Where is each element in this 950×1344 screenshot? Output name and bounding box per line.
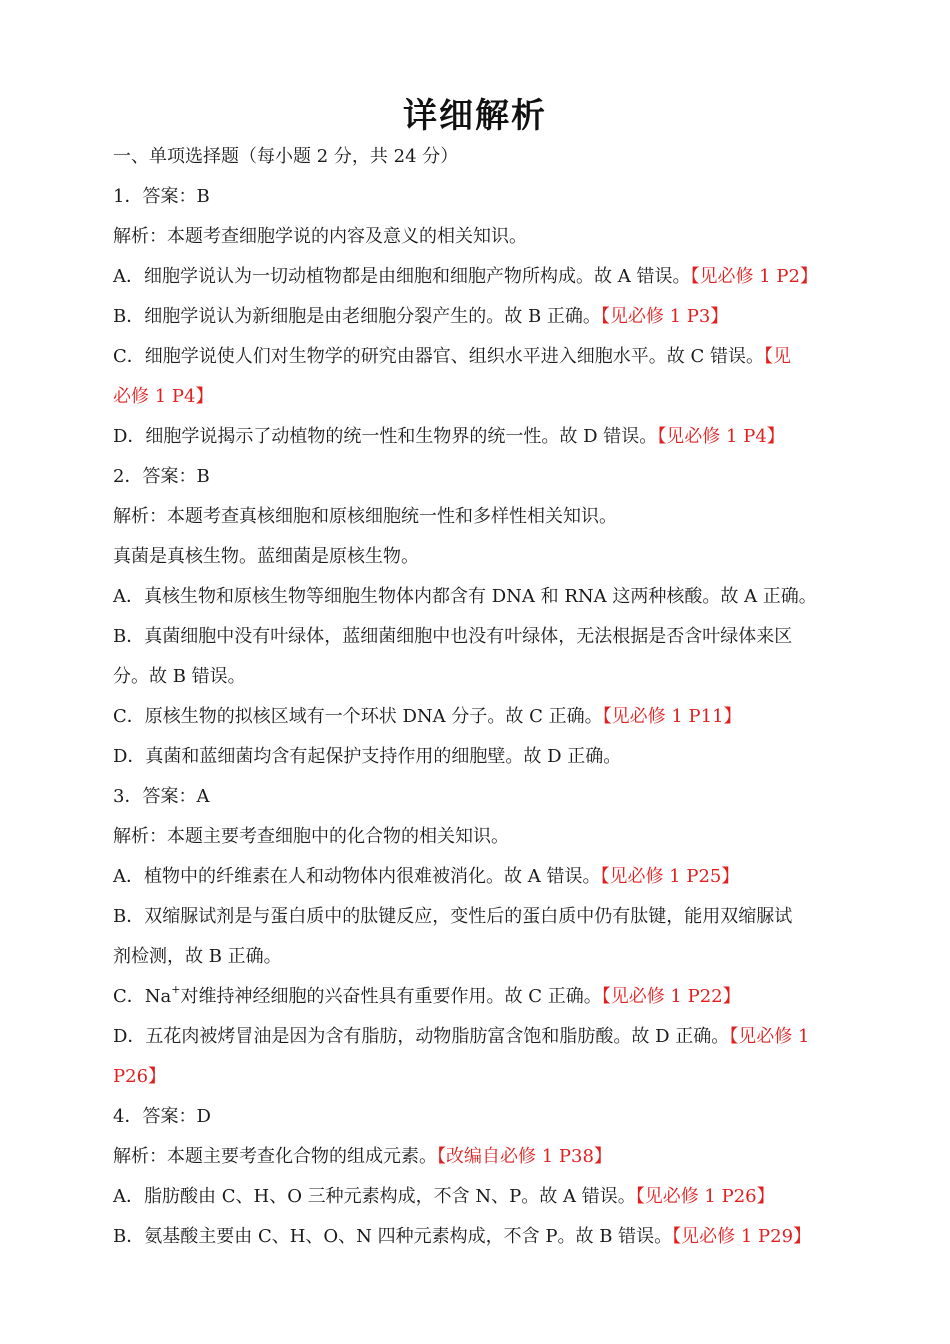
q3-c-ref: 【见必修 1 P22】 <box>601 986 741 1007</box>
q2-c-text: C．原核生物的拟核区域有一个环状 DNA 分子。故 C 正确。 <box>113 706 603 727</box>
q2-option-b-line2: 分。故 B 错误。 <box>113 666 246 687</box>
q2-option-a: A．真核生物和原核生物等细胞生物体内都含有 DNA 和 RNA 这两种核酸。故 A 正确。 <box>113 586 817 607</box>
q1-option-a <box>113 257 838 297</box>
q3-a-text: A．植物中的纤维素在人和动物体内很难被消化。故 A 错误。 <box>113 866 601 887</box>
q4-a-ref: 【见必修 1 P26】 <box>635 1186 775 1207</box>
q1-a-ref: 【见必修 1 P2】 <box>690 266 818 287</box>
q2-answer: 2．答案：B <box>113 466 210 487</box>
q4-b-text: B．氨基酸主要由 C、H、O、N 四种元素构成，不含 P。故 B 错误。 <box>113 1226 673 1247</box>
q4-analysis <box>113 1137 838 1177</box>
q4-answer: 4．答案：D <box>113 1106 211 1127</box>
q4-option-b <box>113 1217 838 1257</box>
q4-analysis-ref: 【改编自必修 1 P38】 <box>437 1146 612 1167</box>
q1-a-text: A．细胞学说认为一切动植物都是由细胞和细胞产物所构成。故 A 错误。 <box>113 266 691 287</box>
q4-analysis-text: 解析：本题主要考查化合物的组成元素。 <box>113 1146 437 1167</box>
q1-answer: 1．答案：B <box>113 186 210 207</box>
q2-option-c <box>113 697 838 737</box>
q1-c-ref-part2: 必修 1 P4】 <box>113 386 214 407</box>
q3-c-text-post: 对维持神经细胞的兴奋性具有重要作用。故 C 正确。 <box>180 986 602 1007</box>
q3-option-b-line2: 剂检测，故 B 正确。 <box>113 946 282 967</box>
q4-option-a <box>113 1177 838 1217</box>
q3-option-a <box>113 857 838 897</box>
q3-d-ref-part1: 【见必修 1 <box>729 1026 810 1047</box>
q1-option-d <box>113 417 838 457</box>
q3-option-b-line1: B．双缩脲试剂是与蛋白质中的肽键反应，变性后的蛋白质中仍有肽键，能用双缩脲试 <box>113 906 793 927</box>
q4-b-ref: 【见必修 1 P29】 <box>672 1226 812 1247</box>
q3-a-ref: 【见必修 1 P25】 <box>600 866 740 887</box>
q2-analysis: 解析：本题考查真核细胞和原核细胞统一性和多样性相关知识。 <box>113 506 617 527</box>
q3-d-text: D．五花肉被烤冒油是因为含有脂肪，动物脂肪富含饱和脂肪酸。故 D 正确。 <box>113 1026 730 1047</box>
q3-option-d <box>113 1017 838 1057</box>
q2-c-ref: 【见必修 1 P11】 <box>602 706 742 727</box>
q3-option-c <box>113 977 838 1017</box>
q3-d-ref-part2: P26】 <box>113 1066 167 1087</box>
q2-note: 真菌是真核生物。蓝细菌是原核生物。 <box>113 546 419 567</box>
page-title: 详细解析 <box>403 96 547 136</box>
q1-b-ref: 【见必修 1 P3】 <box>600 306 729 327</box>
q3-analysis: 解析：本题主要考查细胞中的化合物的相关知识。 <box>113 826 509 847</box>
q1-d-ref: 【见必修 1 P4】 <box>657 426 785 447</box>
q1-analysis: 解析：本题考查细胞学说的内容及意义的相关知识。 <box>113 226 527 247</box>
q4-a-text: A．脂肪酸由 C、H、O 三种元素构成，不含 N、P。故 A 错误。 <box>113 1186 636 1207</box>
q1-option-b <box>113 297 838 337</box>
q1-b-text: B．细胞学说认为新细胞是由老细胞分裂产生的。故 B 正确。 <box>113 306 601 327</box>
q1-d-text: D．细胞学说揭示了动植物的统一性和生物界的统一性。故 D 错误。 <box>113 426 658 447</box>
document-body <box>113 137 838 1257</box>
q2-option-b-line1: B．真菌细胞中没有叶绿体，蓝细菌细胞中也没有叶绿体，无法根据是否含叶绿体来区 <box>113 626 793 647</box>
q1-option-c <box>113 337 838 377</box>
q1-c-ref-part1: 【见 <box>764 346 791 367</box>
q3-c-text-pre: C．Na <box>113 986 172 1007</box>
section-header: 一、单项选择题（每小题 2 分，共 24 分） <box>113 146 459 167</box>
q3-answer: 3．答案：A <box>113 786 210 807</box>
q2-option-d: D．真菌和蓝细菌均含有起保护支持作用的细胞壁。故 D 正确。 <box>113 746 622 767</box>
q3-c-superscript: + <box>171 983 181 996</box>
q1-c-text: C．细胞学说使人们对生物学的研究由器官、组织水平进入细胞水平。故 C 错误。 <box>113 346 764 367</box>
